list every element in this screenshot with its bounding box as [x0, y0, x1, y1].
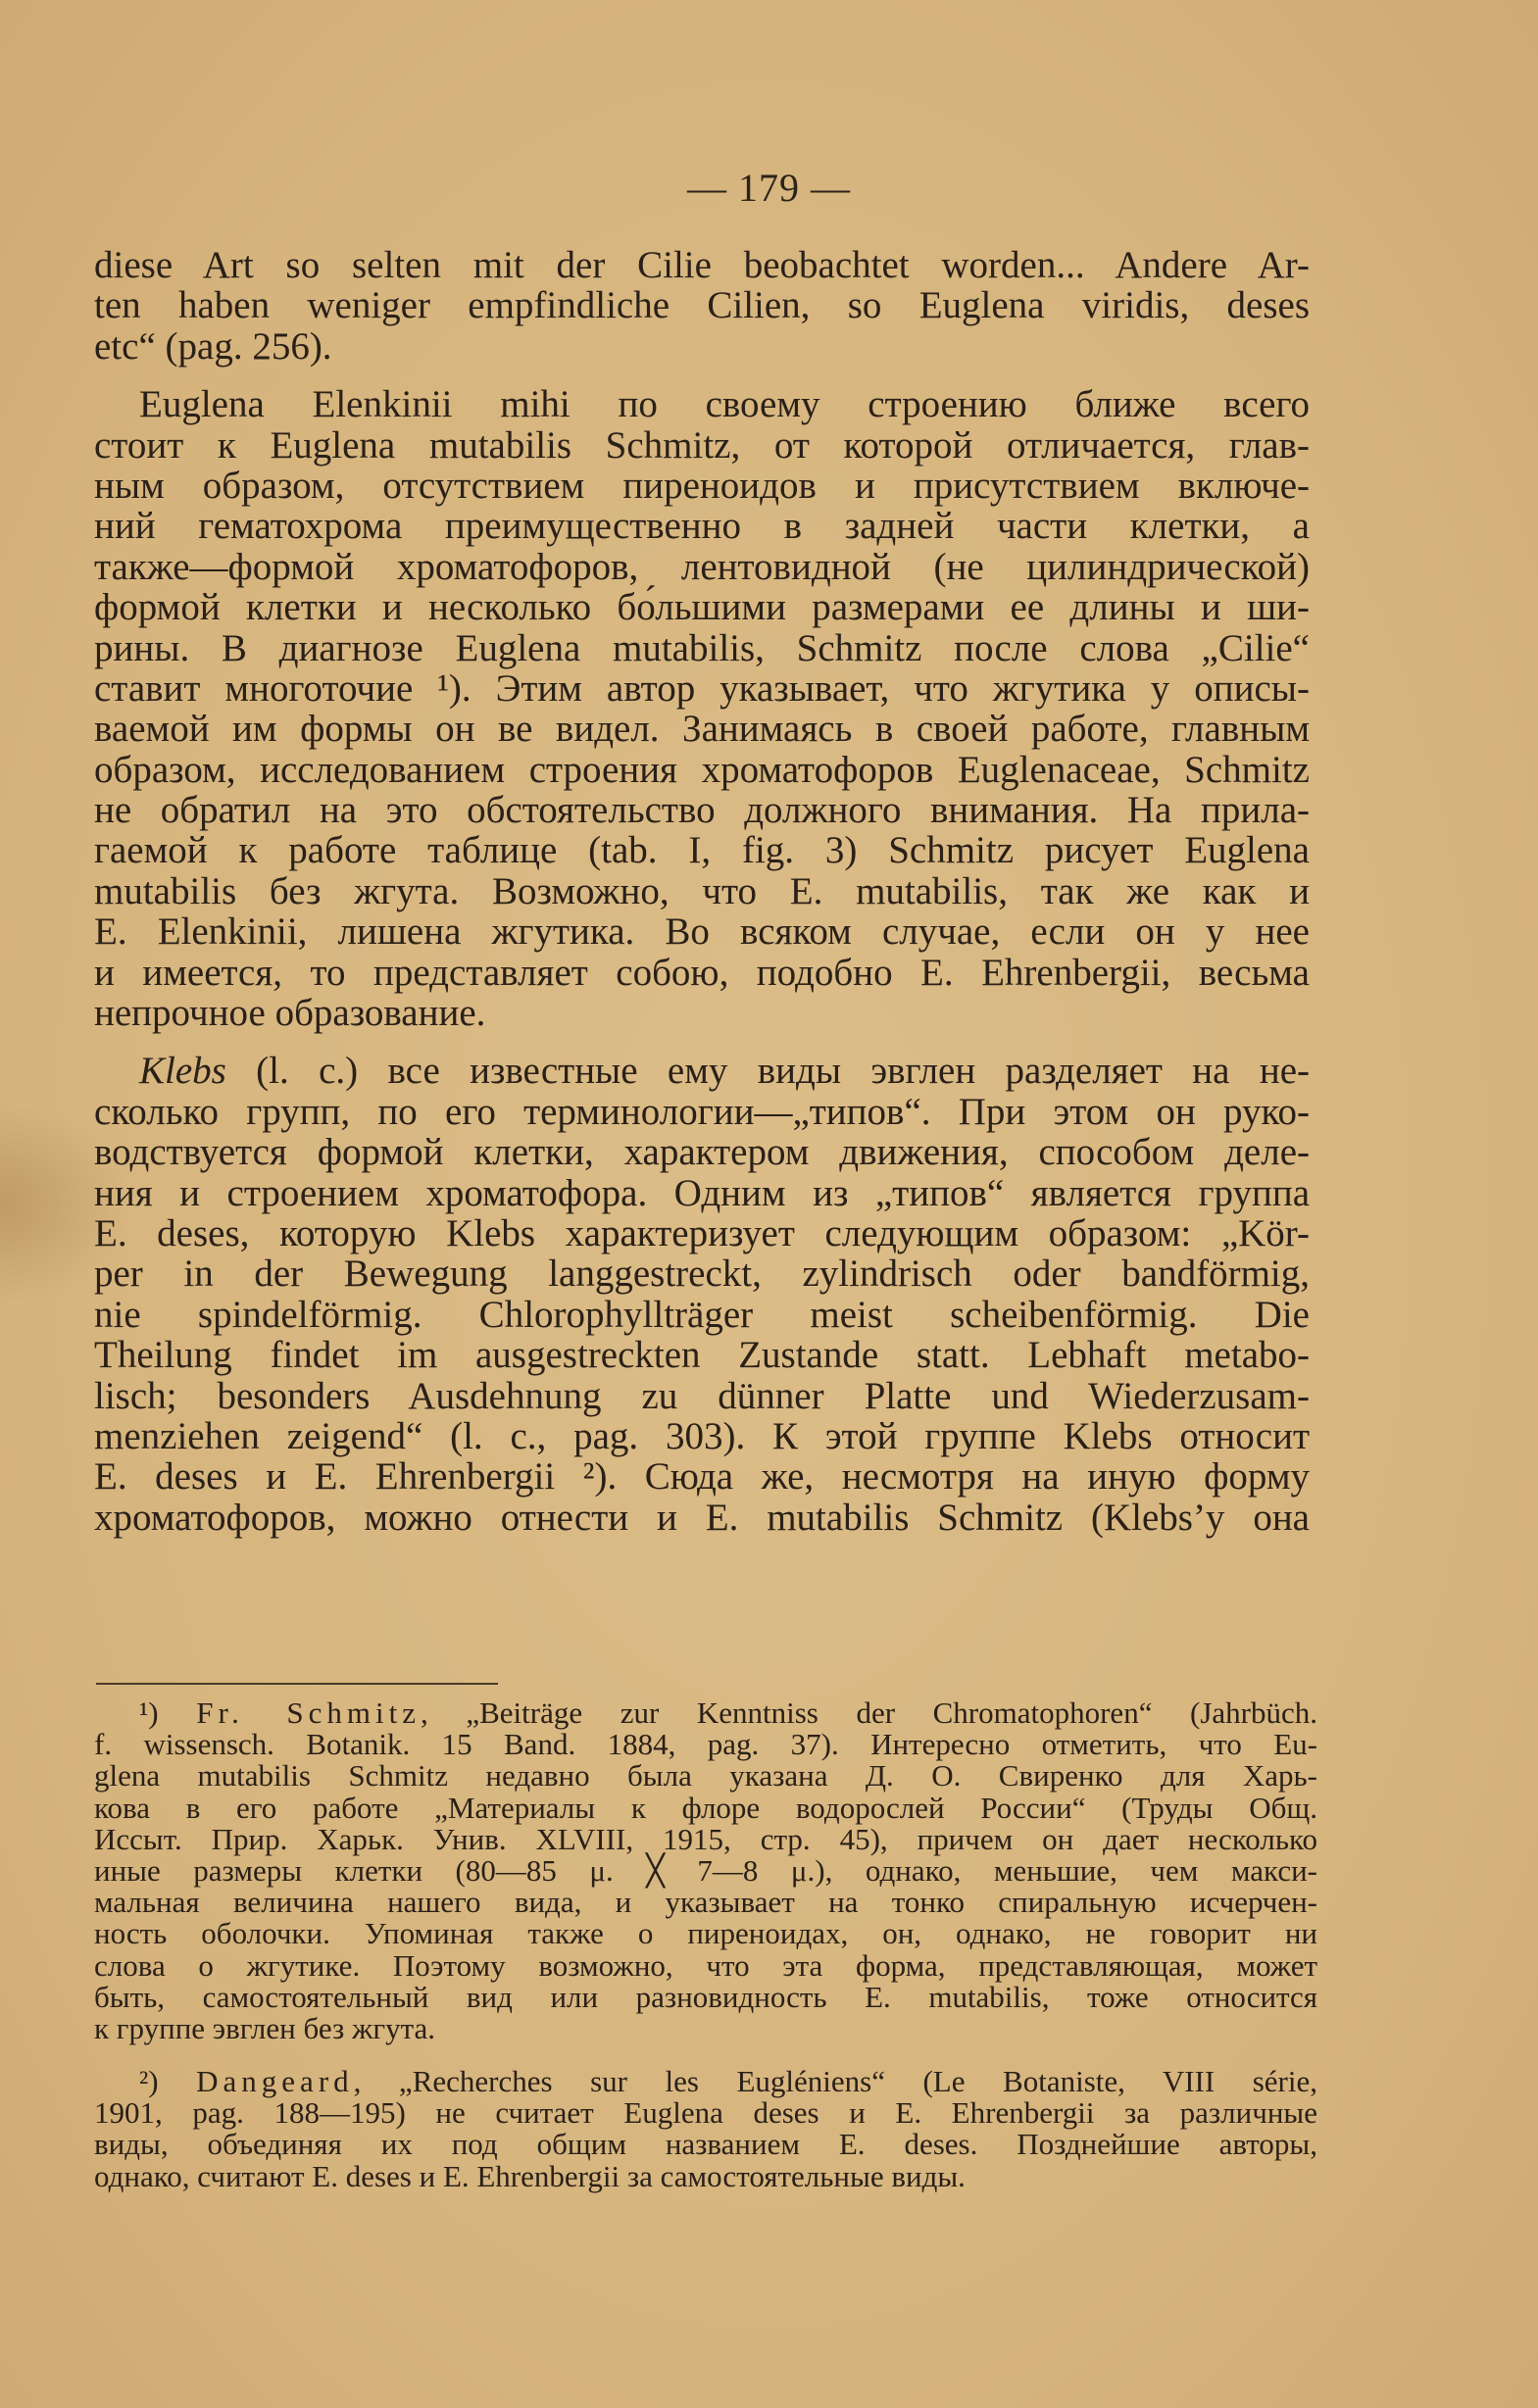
text-line: не обратил на это обстоятельство должного внимания. На прила- [94, 789, 1310, 832]
text-line: E. deses, которую Klebs характеризует следующим образом: „Kör- [94, 1211, 1310, 1254]
text-line: diese Art so selten mit der Cilie beobachtet worden... Andere Ar- [94, 244, 1310, 286]
text-line: и имеется, то представляет собою, подобно E. Ehrenbergii, весьма [94, 951, 1310, 994]
text-line: образом, исследованием строения хроматофоров Euglenaceae, Schmitz [94, 748, 1310, 791]
paragraph-continuation [94, 245, 1310, 367]
text-line-rest: (l. c.) все известные ему виды эвглен разделяет на не- [225, 1050, 1310, 1093]
text-line: Euglena Elenkinii mihi по своему строению ближе всего [139, 383, 1310, 426]
footnote-line: однако, считают E. deses и E. Ehrenbergii за самостоятельные виды. [94, 2158, 966, 2193]
paragraph-euglena-elenkinii [94, 384, 1310, 1033]
footnote-line: мальная величина нашего вида, и указывает на тонко спиральную исчерчен- [94, 1885, 1317, 1920]
footnote-line: f. wissensch. Botanik. 15 Band. 1884, pag. 37). Интересно отметить, что Eu- [94, 1727, 1317, 1762]
footnote-line: иные размеры клетки (80—85 μ. ╳ 7—8 μ.), однако, меньшие, чем макси- [94, 1852, 1317, 1888]
paragraph-klebs [94, 1051, 1310, 1538]
text-line: гаемой к работе таблице (tab. I, fig. 3) Schmitz рисует Euglena [94, 829, 1310, 872]
author-klebs: Klebs [139, 1050, 226, 1093]
footnote-line: кова в его работе „Материалы к флоре водорослей России“ (Труды Общ. [94, 1790, 1317, 1825]
text-line: непрочное образование. [94, 992, 486, 1035]
text-line: хроматофоров, можно отнести и E. mutabilis Schmitz (Klebs’y она [94, 1496, 1310, 1539]
text-line: ний гематохрома преимущественно в задней части клетки, а [94, 505, 1310, 548]
text-line: сколько групп, по его терминологии—„типов“. При этом он руко- [94, 1090, 1310, 1133]
text-line: ваемой им формы он ве видел. Занимаясь в своей работе, главным [94, 708, 1310, 751]
text-line: стоит к Euglena mutabilis Schmitz, от которой отличается, глав- [94, 423, 1310, 467]
footnote-line: glena mutabilis Schmitz недавно была указана Д. О. Свиренко для Харь- [94, 1758, 1317, 1794]
text-line: E. Elenkinii, лишена жгутика. Во всяком случае, если он у нее [94, 910, 1310, 954]
text-line: водствуется формой клетки, характером движения, способом деле- [94, 1131, 1310, 1174]
text-line: ным образом, отсутствием пиреноидов и присутствием включе- [94, 464, 1310, 507]
footnote-line: ность оболочки. Упоминая также о пиреноидах, он, однако, не говорит ни [94, 1916, 1317, 1951]
text-line: Theilung findet im ausgestreckten Zustande statt. Lebhaft metabo- [94, 1334, 1310, 1377]
footnote-divider [96, 1683, 498, 1685]
footnote-1 [94, 1697, 1317, 2044]
footnote-line: 1901, pag. 188—195) не считает Euglena deses и E. Ehrenbergii за различные [94, 2095, 1317, 2131]
text-line: формой клетки и несколько бо́льшими размерами ее длины и ши- [94, 586, 1310, 629]
text-line [94, 1051, 1310, 1091]
footnotes [94, 1697, 1317, 2192]
page-number: — 179 — [687, 166, 851, 210]
body-text [94, 245, 1310, 1538]
footnote-marker: ¹) [139, 1695, 159, 1730]
footnote-line [94, 1697, 1317, 1729]
footnote-marker: ²) [139, 2064, 159, 2099]
text-line: также—формой хроматофоров, лентовидной (не цилиндрической) [94, 545, 1310, 588]
text-line: menziehen zeigend“ (l. c., pag. 303). К этой группе Klebs относит [94, 1414, 1310, 1457]
text-line: nie spindelförmig. Chlorophyllträger meist scheibenförmig. Die [94, 1293, 1310, 1336]
footnote-line: Исcыт. Прир. Харьк. Унив. XLVIII, 1915, стр. 45), причем он дает несколько [94, 1821, 1317, 1856]
footnote-line: к группе эвглен без жгута. [94, 2010, 436, 2045]
footnote-line [94, 2066, 1317, 2097]
text-line: рины. В диагнозе Euglena mutabilis, Schmitz после слова „Cilie“ [94, 626, 1310, 669]
footnote-author: Dangeard [196, 2064, 354, 2099]
text-line: etc“ (pag. 256). [94, 324, 332, 368]
footnote-author: Fr. Schmitz [196, 1695, 422, 1730]
text-line: mutabilis без жгута. Возможно, что E. mutabilis, так же как и [94, 869, 1310, 912]
footnote-2 [94, 2066, 1317, 2192]
text-line: per in der Bewegung langgestreckt, zylindrisch oder bandförmig, [94, 1253, 1310, 1296]
footnote-line: виды, объединяя их под общим названием E. deses. Позднейшие авторы, [94, 2127, 1317, 2162]
footnote-line: слова о жгутике. Поэтому возможно, что эта форма, представляющая, может [94, 1947, 1317, 1983]
text-line: E. deses и E. Ehrenbergii ²). Сюда же, несмотря на иную форму [94, 1455, 1310, 1499]
footnote-line-rest: , „Recherches sur les Eugléniens“ (Le Botaniste, VIII série, [353, 2064, 1317, 2099]
text-line: ten haben weniger empfindliche Cilien, so Euglena viridis, deses [94, 284, 1310, 327]
text-line: lisch; besonders Ausdehnung zu dünner Platte und Wiederzusam- [94, 1374, 1310, 1417]
footnote-line-rest: , „Beiträge zur Kenntniss der Chromatophoren“ (Jahrbüch. [421, 1695, 1318, 1730]
text-line: ния и строением хроматофора. Одним из „типов“ является группа [94, 1171, 1310, 1214]
footnote-line: быть, самостоятельный вид или разновидность E. mutabilis, тоже относится [94, 1979, 1317, 2014]
text-line: ставит многоточие ¹). Этим автор указывает, что жгутика у описы- [94, 666, 1310, 710]
